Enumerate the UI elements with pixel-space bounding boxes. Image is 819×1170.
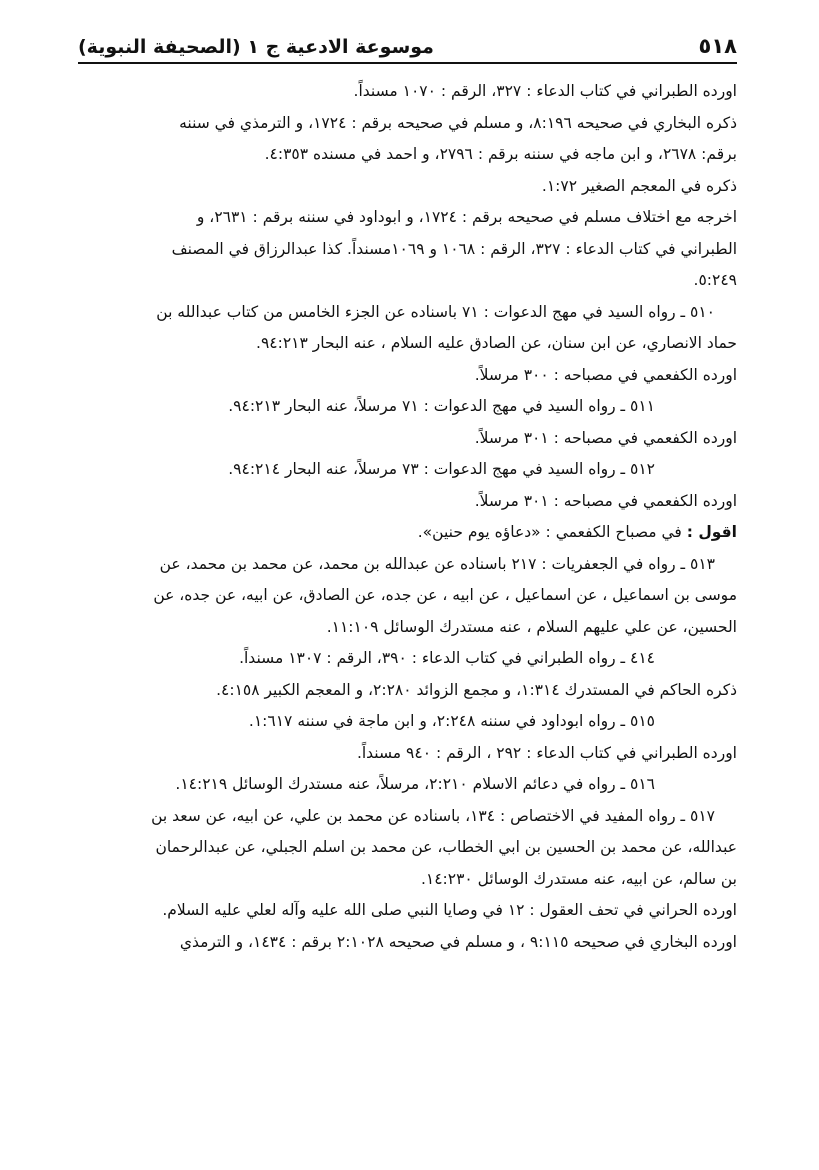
text-line	[78, 643, 737, 675]
text-line	[78, 265, 737, 297]
line-text: ٥١٦ ـ رواه في دعائم الاسلام ٢:٢١٠، مرسلاً، عنه مستدرك الوسائل ١٤:٢١٩.	[175, 775, 655, 793]
text-line	[78, 769, 737, 801]
text-line	[78, 549, 737, 581]
running-title: موسوعة الادعية ج ١ (الصحيفة النبوية)	[78, 36, 434, 58]
line-text: الحسين، عن علي عليهم السلام ، عنه مستدرك الوسائل ١١:١٠٩.	[326, 617, 737, 636]
line-text: ذكره البخاري في صحيحه ٨:١٩٦، و مسلم في صحيحه برقم : ١٧٢٤، و الترمذي في سننه	[179, 113, 737, 132]
text-line	[78, 486, 737, 518]
line-text: ذكره في المعجم الصغير ١:٧٢.	[541, 176, 737, 195]
line-text: عبدالله، عن محمد بن الحسين بن ابي الخطاب، عن محمد بن اسلم الجبلي، عن عبدالرحمان	[155, 838, 737, 856]
bold-prefix: اقول :	[686, 523, 737, 541]
line-text: اورده البخاري في صحيحه ٩:١١٥ ، و مسلم في صحيحه ٢:١٠٢٨ برقم : ١٤٣٤، و الترمذي	[179, 932, 737, 951]
line-text: ٥١٢ ـ رواه السيد في مهج الدعوات : ٧٣ مرسلاً، عنه البحار ٩٤:٢١٤.	[228, 460, 655, 478]
line-text: اورده الكفعمي في مصباحه : ٣٠٠ مرسلاً.	[474, 365, 737, 384]
text-line	[78, 895, 737, 927]
line-text: ٥١٧ ـ رواه المفيد في الاختصاص : ١٣٤، باسناده عن محمد بن علي، عن ابيه، عن سعد بن	[151, 806, 715, 825]
text-line	[78, 202, 737, 234]
line-text: اورده الكفعمي في مصباحه : ٣٠١ مرسلاً.	[474, 428, 737, 447]
text-line	[78, 675, 737, 707]
text-line	[78, 360, 737, 392]
line-text: ٤١٤ ـ رواه الطبراني في كتاب الدعاء : ٣٩٠، الرقم : ١٣٠٧ مسنداً.	[239, 649, 655, 667]
line-text: في مصباح الكفعمي : «دعاؤه يوم حنين».	[417, 523, 687, 541]
line-text: ذكره الحاكم في المستدرك ١:٣١٤، و مجمع الزوائد ٢:٢٨٠، و المعجم الكبير ٤:١٥٨.	[216, 680, 737, 699]
text-line	[78, 108, 737, 140]
text-line	[78, 139, 737, 171]
line-text: اورده الطبراني في كتاب الدعاء : ٣٢٧، الرقم : ١٠٧٠ مسنداً.	[353, 82, 737, 100]
text-line	[78, 612, 737, 644]
line-text: برقم: ٢٦٧٨، و ابن ماجه في سننه برقم : ٢٧٩٦، و احمد في مسنده ٤:٣٥٣.	[264, 145, 737, 163]
line-text: ٥١٥ ـ رواه ابوداود في سننه ٢:٢٤٨، و ابن ماجة في سننه ١:٦١٧.	[248, 712, 655, 730]
line-text: موسى بن اسماعيل ، عن اسماعيل ، عن ابيه ، عن جده، عن الصادق، عن ابيه، عن جده، عن	[153, 586, 737, 604]
text-line	[78, 171, 737, 203]
text-line	[78, 517, 737, 549]
line-text: ٥١١ ـ رواه السيد في مهج الدعوات : ٧١ مرسلاً، عنه البحار ٩٤:٢١٣.	[228, 397, 655, 415]
text-line	[78, 580, 737, 612]
text-line	[78, 234, 737, 266]
line-text: اورده الحراني في تحف العقول : ١٢ في وصايا النبي صلى الله عليه وآله لعلي عليه السلام.	[162, 901, 737, 919]
text-line	[78, 706, 737, 738]
line-text: ٥١٠ ـ رواه السيد في مهج الدعوات : ٧١ باسناده عن الجزء الخامس من كتاب عبدالله بن	[156, 302, 715, 321]
page-header	[78, 28, 737, 64]
text-line	[78, 454, 737, 486]
text-line	[78, 927, 737, 959]
line-text: اورده الطبراني في كتاب الدعاء : ٢٩٢ ، الرقم : ٩٤٠ مسنداً.	[356, 743, 737, 762]
text-line	[78, 423, 737, 455]
line-text: الطبراني في كتاب الدعاء : ٣٢٧، الرقم : ١٠٦٨ و ١٠٦٩مسنداً. كذا عبدالرزاق في المصنف	[171, 239, 737, 258]
text-line	[78, 297, 737, 329]
text-line	[78, 76, 737, 108]
text-line	[78, 328, 737, 360]
footnotes-body	[78, 76, 737, 958]
text-line	[78, 391, 737, 423]
line-text: ٥١٣ ـ رواه في الجعفريات : ٢١٧ باسناده عن عبدالله بن محمد، عن محمد بن محمد، عن	[159, 554, 715, 573]
line-text: اخرجه مع اختلاف مسلم في صحيحه برقم : ١٧٢٤، و ابوداود في سننه برقم : ٢٦٣١، و	[196, 208, 737, 226]
line-text: اورده الكفعمي في مصباحه : ٣٠١ مرسلاً.	[474, 491, 737, 510]
text-line	[78, 832, 737, 864]
text-line	[78, 738, 737, 770]
line-text: بن سالم، عن ابيه، عنه مستدرك الوسائل ١٤:٢٣٠.	[420, 869, 737, 888]
text-line	[78, 801, 737, 833]
line-text: حماد الانصاري، عن ابن سنان، عن الصادق عليه السلام ، عنه البحار ٩٤:٢١٣.	[256, 334, 737, 352]
text-line	[78, 864, 737, 896]
page-number: ٥١٨	[698, 34, 737, 58]
line-text: ٥:٢٤٩.	[693, 271, 737, 289]
